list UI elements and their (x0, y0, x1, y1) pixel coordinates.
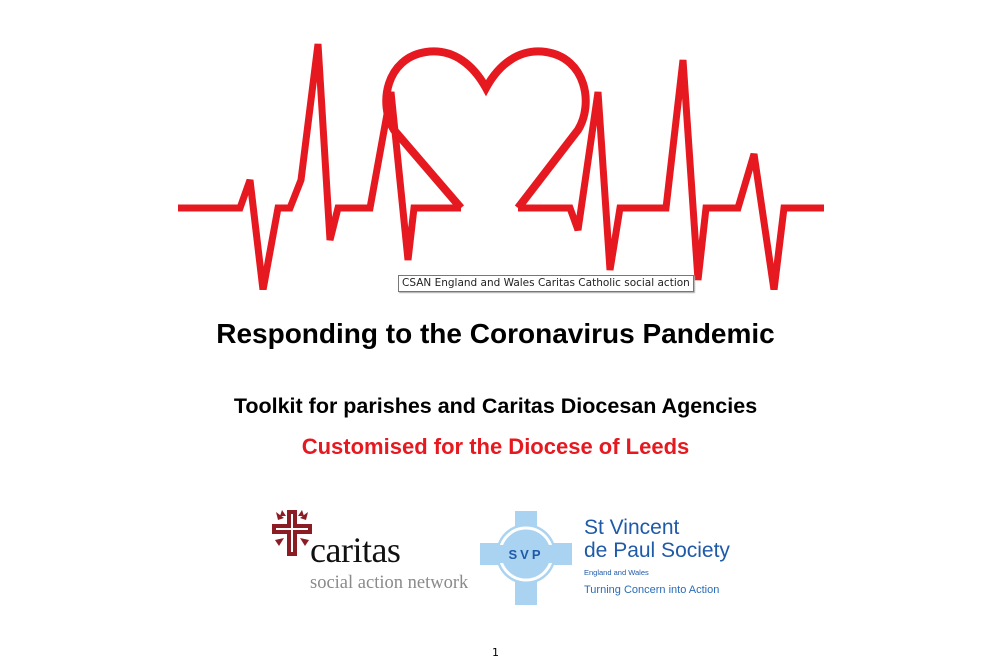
svp-cross-icon (480, 511, 572, 605)
customised-line: Customised for the Diocese of Leeds (301, 434, 690, 459)
heartbeat-heart-graphic (178, 40, 824, 290)
svp-slogan: Turning Concern into Action (584, 584, 720, 596)
svp-logo-text (584, 516, 730, 597)
caritas-flame-cross-icon (272, 510, 312, 556)
svp-name-line2: de Paul Society (584, 539, 730, 562)
document-subtitle: Toolkit for parishes and Caritas Diocesan Agencies (233, 394, 758, 418)
caritas-logo (272, 510, 477, 600)
document-title: Responding to the Coronavirus Pandemic (216, 318, 775, 349)
svp-emblem-text: SVP (508, 547, 544, 562)
image-tooltip: CSAN England and Wales Caritas Catholic social action (398, 275, 694, 292)
svp-region: England and Wales (584, 568, 649, 577)
caritas-wordmark: caritas (310, 530, 401, 570)
svp-name-line1: St Vincent (584, 516, 680, 539)
caritas-tagline: social action network (310, 573, 469, 593)
page-number: 1 (492, 646, 499, 659)
